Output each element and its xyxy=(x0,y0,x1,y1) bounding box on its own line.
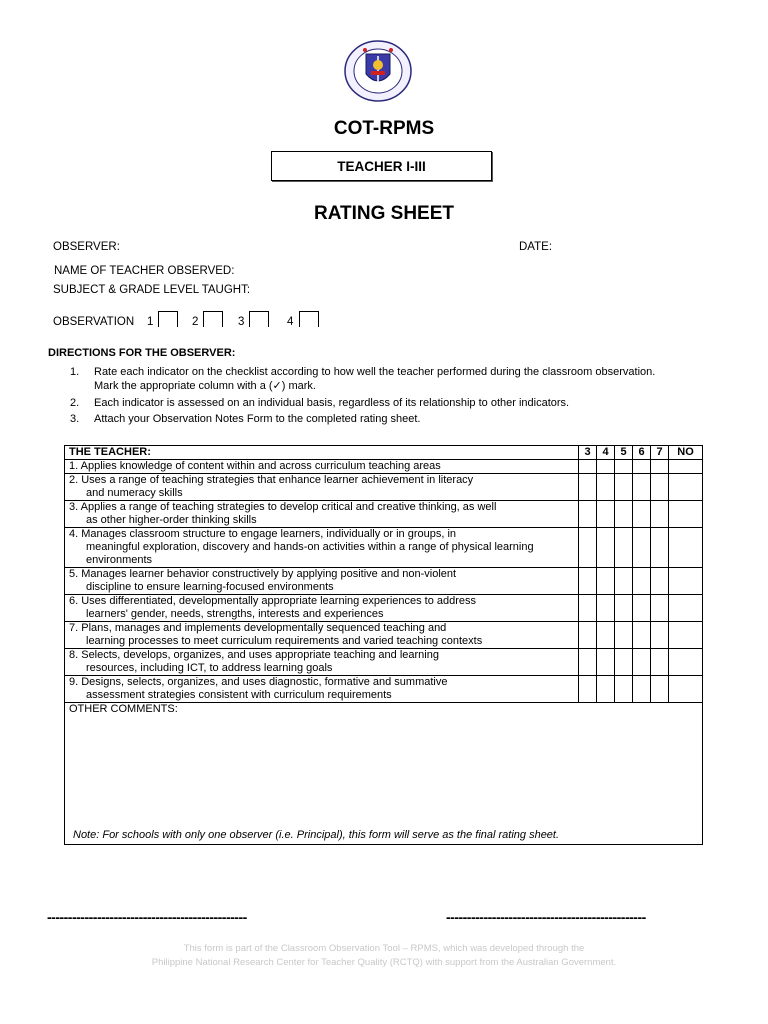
indicator-text-continued: resources, including ICT, to address learning goals xyxy=(86,662,333,674)
rating-cell[interactable] xyxy=(615,460,633,474)
rating-cell[interactable] xyxy=(669,501,703,528)
indicator-3 xyxy=(65,501,579,528)
direction-number: 3. xyxy=(70,413,80,425)
rating-cell[interactable] xyxy=(651,676,669,703)
rating-cell[interactable] xyxy=(651,595,669,622)
indicator-text: 8. Selects, develops, organizes, and uses appropriate teaching and learning xyxy=(69,649,439,661)
indicator-row-1 xyxy=(65,460,703,474)
rating-cell[interactable] xyxy=(579,649,597,676)
rating-cell[interactable] xyxy=(669,474,703,501)
observation-number-2: 2 xyxy=(192,316,199,328)
rating-cell[interactable] xyxy=(579,568,597,595)
rating-cell[interactable] xyxy=(597,622,615,649)
footer-line-1: This form is part of the Classroom Observation Tool – RPMS, which was developed through the xyxy=(183,943,585,954)
subtitle-box xyxy=(271,151,492,181)
rating-cell[interactable] xyxy=(651,501,669,528)
rating-cell[interactable] xyxy=(651,568,669,595)
signature-line-left: ------------------------------------------------ xyxy=(47,909,247,925)
rating-sheet-title: RATING SHEET xyxy=(313,203,455,224)
indicator-row-4 xyxy=(65,528,703,568)
teacher-name-label: NAME OF TEACHER OBSERVED: xyxy=(54,265,235,277)
rating-cell[interactable] xyxy=(633,595,651,622)
rating-cell[interactable] xyxy=(669,568,703,595)
footer-line-2: Philippine National Research Center for Teacher Quality (RCTQ) with support from the Australian Government. xyxy=(151,957,617,968)
indicator-4 xyxy=(65,528,579,568)
observation-number-3: 3 xyxy=(238,316,245,328)
rating-cell[interactable] xyxy=(597,501,615,528)
indicator-row-5 xyxy=(65,568,703,595)
indicator-2 xyxy=(65,474,579,501)
scale-no-header: NO xyxy=(669,446,703,460)
teacher-level-label: TEACHER I-III xyxy=(337,159,426,174)
rating-cell[interactable] xyxy=(633,649,651,676)
rating-cell[interactable] xyxy=(669,528,703,568)
indicator-text: 6. Uses differentiated, developmentally appropriate learning experiences to address xyxy=(69,595,477,607)
rating-cell[interactable] xyxy=(615,595,633,622)
indicator-row-2 xyxy=(65,474,703,501)
rating-cell[interactable] xyxy=(615,676,633,703)
directions-heading: DIRECTIONS FOR THE OBSERVER: xyxy=(48,347,236,359)
other-comments-label: OTHER COMMENTS: xyxy=(69,703,178,715)
rating-cell[interactable] xyxy=(597,676,615,703)
comments-row xyxy=(65,703,703,845)
date-label: DATE: xyxy=(519,241,553,253)
scale-3-header: 3 xyxy=(579,446,597,460)
rating-cell[interactable] xyxy=(597,568,615,595)
rating-cell[interactable] xyxy=(633,676,651,703)
indicator-text-continued: learning processes to meet curriculum requirements and varied teaching contexts xyxy=(86,635,483,647)
table-header-row xyxy=(65,446,703,460)
indicator-5 xyxy=(65,568,579,595)
rating-cell[interactable] xyxy=(633,474,651,501)
rating-cell[interactable] xyxy=(651,622,669,649)
rating-cell[interactable] xyxy=(669,676,703,703)
direction-number: 1. xyxy=(70,366,80,378)
observation-number-4: 4 xyxy=(287,316,294,328)
rating-cell[interactable] xyxy=(669,460,703,474)
rating-cell[interactable] xyxy=(651,460,669,474)
scale-7-header: 7 xyxy=(651,446,669,460)
direction-text: Attach your Observation Notes Form to the completed rating sheet. xyxy=(94,413,421,425)
rating-cell[interactable] xyxy=(579,595,597,622)
rating-cell[interactable] xyxy=(669,622,703,649)
rating-cell[interactable] xyxy=(597,460,615,474)
indicator-row-6 xyxy=(65,595,703,622)
indicator-row-9 xyxy=(65,676,703,703)
indicator-text: 1. Applies knowledge of content within and across curriculum teaching areas xyxy=(69,460,441,472)
scale-5-header: 5 xyxy=(615,446,633,460)
indicator-row-8 xyxy=(65,649,703,676)
rating-cell[interactable] xyxy=(597,649,615,676)
observation-checkbox-2[interactable] xyxy=(203,311,223,327)
indicator-text-continued: assessment strategies consistent with curriculum requirements xyxy=(86,689,392,701)
indicator-7 xyxy=(65,622,579,649)
rating-cell[interactable] xyxy=(615,649,633,676)
indicator-text: 7. Plans, manages and implements developmentally sequenced teaching and xyxy=(69,622,447,634)
observation-checkbox-1[interactable] xyxy=(158,311,178,327)
rating-cell[interactable] xyxy=(579,676,597,703)
indicator-text-continued: discipline to ensure learning-focused environments xyxy=(86,581,334,593)
indicator-8 xyxy=(65,649,579,676)
indicator-text-continued: learners' gender, needs, strengths, interests and experiences xyxy=(86,608,384,620)
rating-cell[interactable] xyxy=(669,649,703,676)
rating-cell[interactable] xyxy=(597,528,615,568)
rating-cell[interactable] xyxy=(597,474,615,501)
indicator-text: 4. Manages classroom structure to engage learners, individually or in groups, in xyxy=(69,528,457,540)
the-teacher-header: THE TEACHER: xyxy=(65,446,579,460)
deped-seal-logo xyxy=(343,40,413,102)
rating-table xyxy=(64,445,703,845)
scale-6-header: 6 xyxy=(633,446,651,460)
indicator-6 xyxy=(65,595,579,622)
indicator-text-continued: and numeracy skills xyxy=(86,487,183,499)
indicator-text: 5. Manages learner behavior constructively by applying positive and non-violent xyxy=(69,568,457,580)
indicator-text-continued: meaningful exploration, discovery and hands-on activities within a range of physical learning environments xyxy=(86,541,534,566)
rating-cell[interactable] xyxy=(633,460,651,474)
rating-cell[interactable] xyxy=(579,501,597,528)
indicator-9 xyxy=(65,676,579,703)
observation-checkbox-3[interactable] xyxy=(249,311,269,327)
rating-cell[interactable] xyxy=(579,622,597,649)
observer-label: OBSERVER: xyxy=(53,241,120,253)
rating-cell[interactable] xyxy=(633,528,651,568)
observation-number-1: 1 xyxy=(147,316,154,328)
rating-cell[interactable] xyxy=(651,649,669,676)
rating-cell[interactable] xyxy=(651,528,669,568)
subject-grade-label: SUBJECT & GRADE LEVEL TAUGHT: xyxy=(53,284,251,296)
indicator-text: 9. Designs, selects, organizes, and uses diagnostic, formative and summative xyxy=(69,676,448,688)
rating-cell[interactable] xyxy=(651,474,669,501)
indicator-text: 3. Applies a range of teaching strategies to develop critical and creative thinking, as well xyxy=(69,501,497,513)
rating-cell[interactable] xyxy=(615,474,633,501)
rating-cell[interactable] xyxy=(615,622,633,649)
rating-cell[interactable] xyxy=(669,595,703,622)
indicator-1 xyxy=(65,460,579,474)
rating-cell[interactable] xyxy=(615,528,633,568)
rating-cell[interactable] xyxy=(615,568,633,595)
rating-cell[interactable] xyxy=(579,460,597,474)
final-rating-note: Note: For schools with only one observer (i.e. Principal), this form will serve as the final rating sheet. xyxy=(73,829,560,841)
rating-cell[interactable] xyxy=(597,595,615,622)
signature-line-right: ------------------------------------------------ xyxy=(446,909,646,925)
indicator-text: 2. Uses a range of teaching strategies that enhance learner achievement in literacy xyxy=(69,474,474,486)
scale-4-header: 4 xyxy=(597,446,615,460)
other-comments-area[interactable] xyxy=(65,703,703,845)
indicator-text-continued: as other higher-order thinking skills xyxy=(86,514,257,526)
indicator-row-7 xyxy=(65,622,703,649)
direction-text: Rate each indicator on the checklist according to how well the teacher performed during the classroom observation. Mark the appropriate column with a (✓) mark. xyxy=(94,366,656,392)
direction-number: 2. xyxy=(70,397,80,409)
rating-cell[interactable] xyxy=(633,501,651,528)
rating-cell[interactable] xyxy=(633,568,651,595)
direction-text: Each indicator is assessed on an individual basis, regardless of its relationship to other indicators. xyxy=(94,397,570,409)
rating-cell[interactable] xyxy=(579,528,597,568)
rating-cell[interactable] xyxy=(579,474,597,501)
rating-cell[interactable] xyxy=(633,622,651,649)
observation-label: OBSERVATION xyxy=(53,316,135,328)
document-title: COT-RPMS xyxy=(333,118,435,139)
indicator-row-3 xyxy=(65,501,703,528)
observation-checkbox-4[interactable] xyxy=(299,311,319,327)
rating-cell[interactable] xyxy=(615,501,633,528)
